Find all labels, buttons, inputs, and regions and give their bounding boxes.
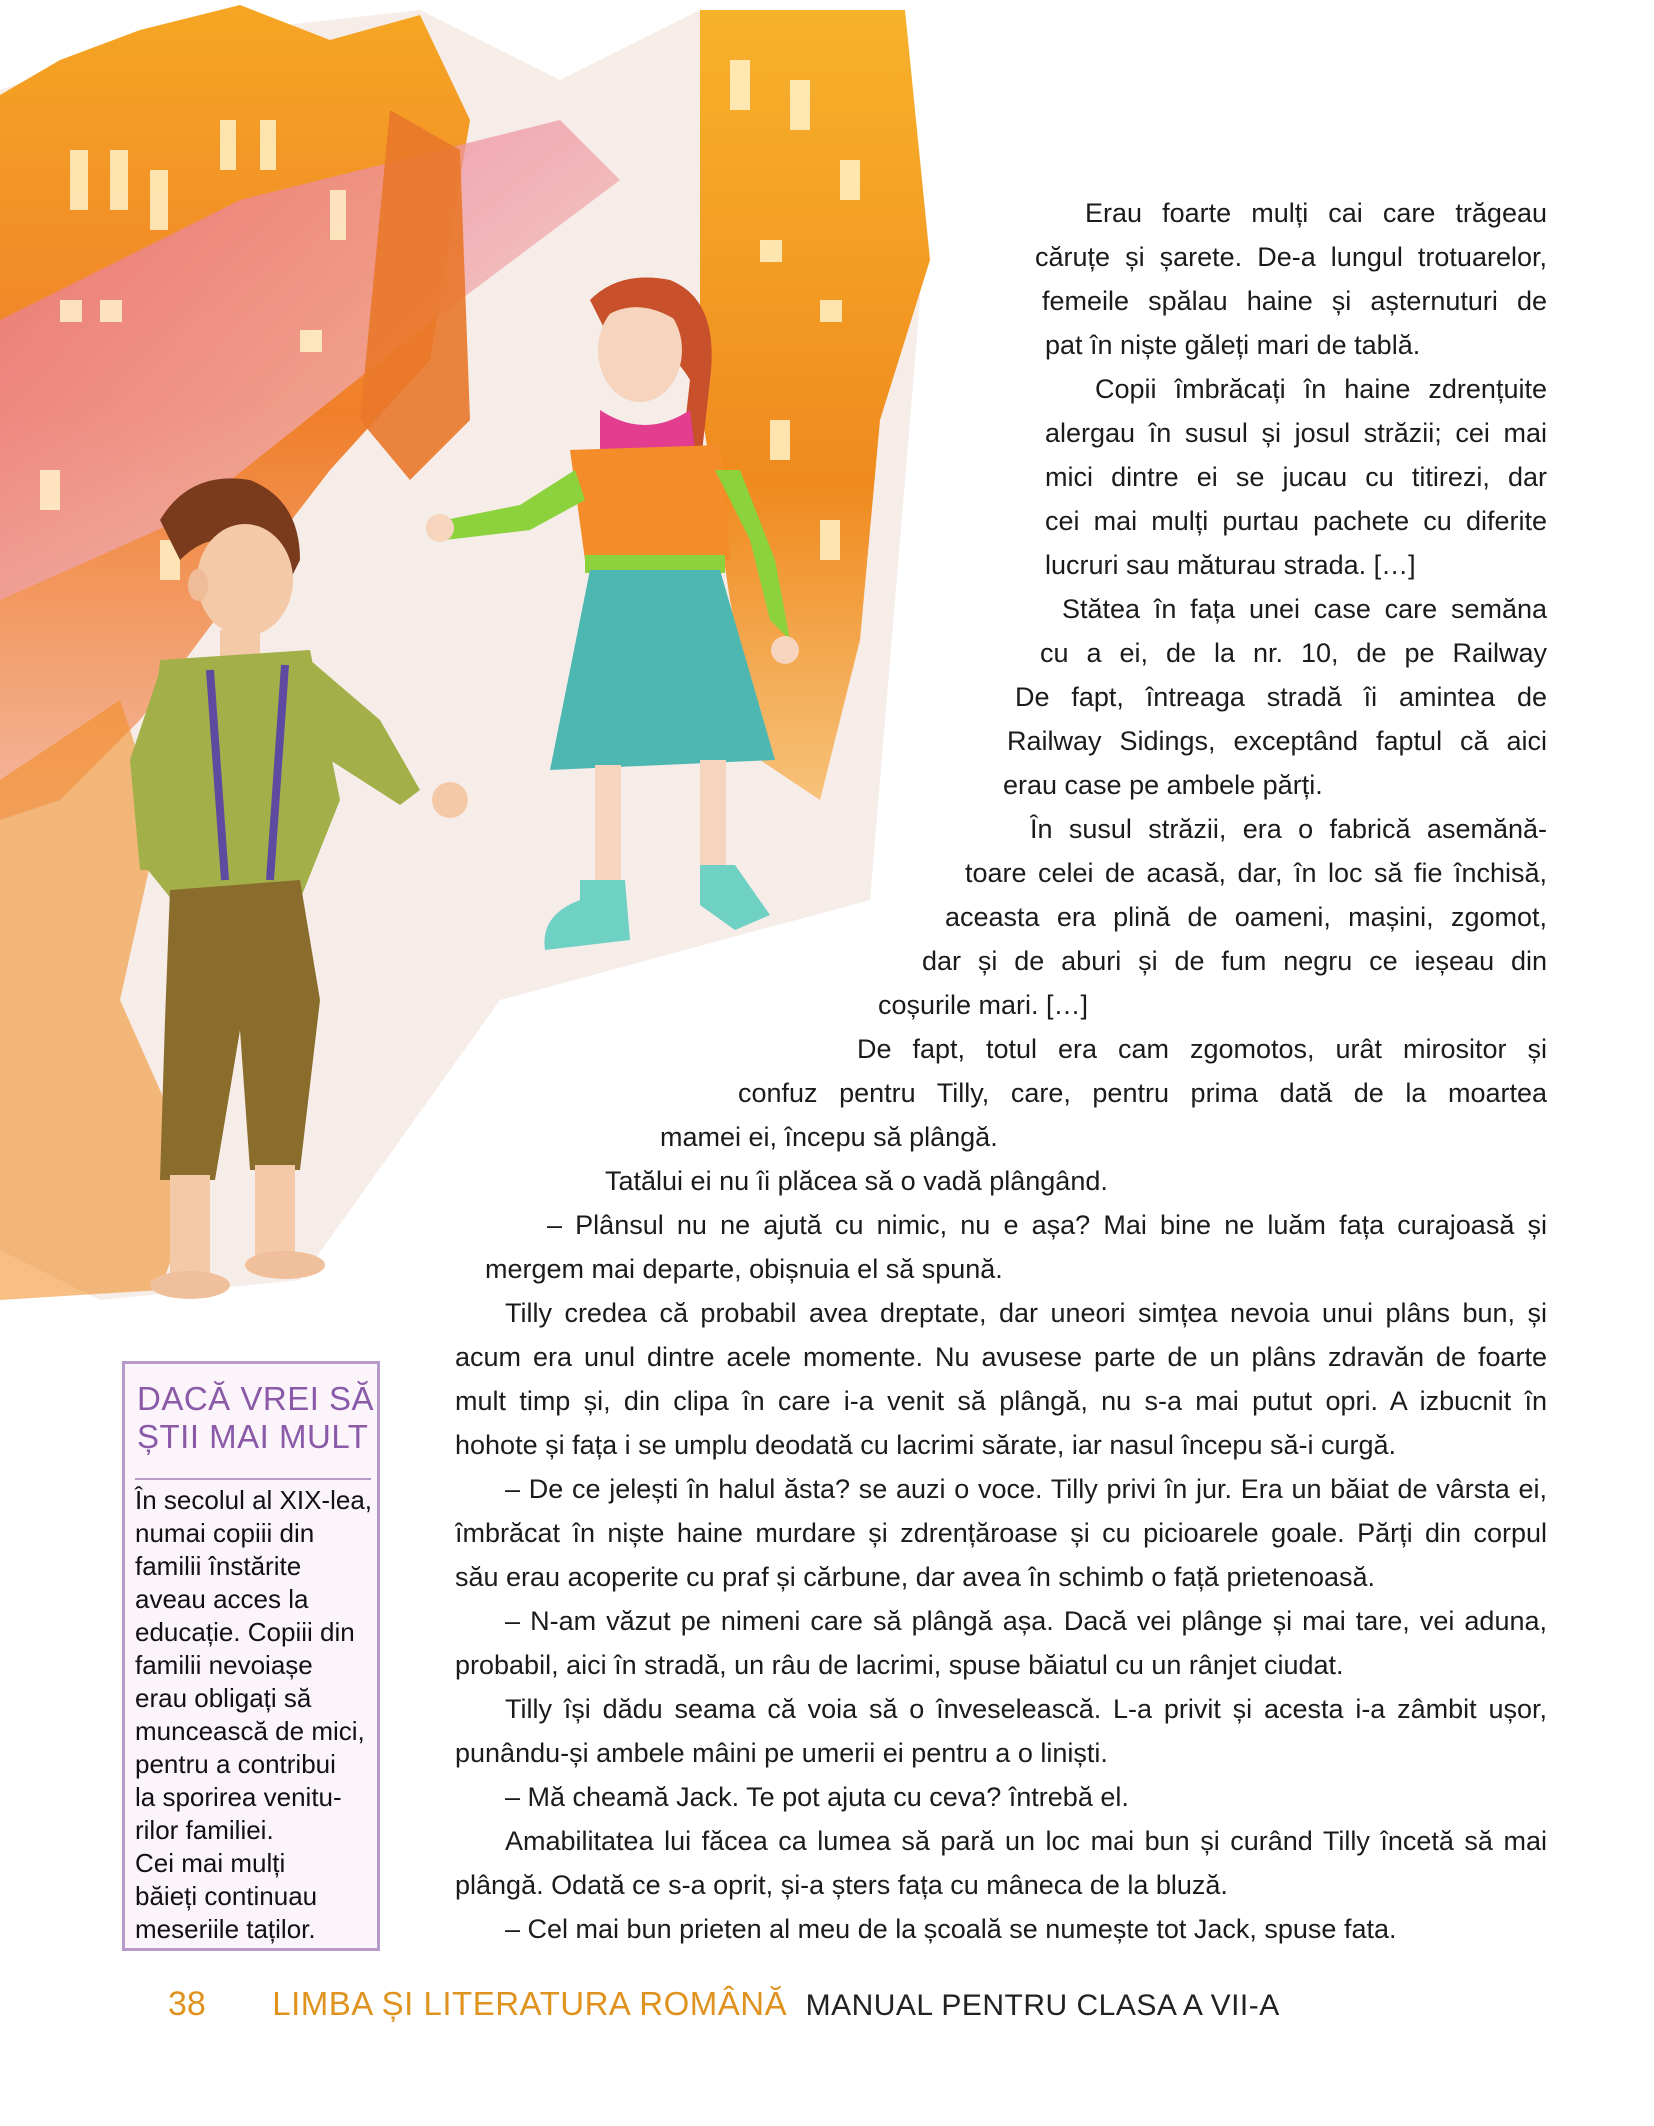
- infobox-title: [137, 1380, 377, 1456]
- page-footer: [168, 1985, 1280, 2025]
- story-line: toare celei de acasă, dar, în loc să fie închisă,: [965, 858, 1547, 888]
- story-line: dar și de aburi și de fum negru ce ieșeau din: [922, 946, 1547, 976]
- story-line: – De ce jelești în halul ăsta? se auzi o voce. Tilly privi în jur. Era un băiat de vârsta ei,: [505, 1474, 1547, 1504]
- story-line: mergem mai departe, obișnuia el să spună.: [485, 1254, 1003, 1284]
- story-line: mamei ei, începu să plângă.: [660, 1122, 998, 1152]
- infobox-title-line: ȘTII MAI MULT: [137, 1418, 369, 1455]
- story-line: Stătea în fața unei case care semăna: [1062, 594, 1547, 624]
- story-line: hohote și fața i se umplu deodată cu lacrimi sărate, iar nasul începu să-i curgă.: [455, 1430, 1397, 1460]
- story-line: căruțe și șarete. De-a lungul trotuarelor,: [1035, 242, 1547, 272]
- story-line: femeile spălau haine și așternuturi de: [1042, 286, 1547, 316]
- story-line: cei mai mulți purtau pachete cu diferite: [1045, 506, 1547, 536]
- story-line: plângă. Odată ce s-a oprit, și-a șters fața cu mâneca de la bluză.: [455, 1870, 1228, 1900]
- story-line: erau case pe ambele părți.: [1003, 770, 1323, 800]
- story-line: probabil, aici în stradă, un râu de lacrimi, spuse băiatul cu un rânjet ciudat.: [455, 1650, 1344, 1680]
- story-line: mult timp și, din clipa în care i-a venit să plângă, nu s-a mai putut opri. A izbucnit în: [455, 1386, 1547, 1416]
- story-line: De fapt, totul era cam zgomotos, urât mirositor și: [857, 1034, 1547, 1064]
- story-line: său erau acoperite cu praf și cărbune, dar avea în schimb o față prietenoasă.: [455, 1562, 1376, 1592]
- story-line: Copii îmbrăcați în haine zdrențuite: [1095, 374, 1547, 404]
- story-line: aceasta era plină de oameni, mașini, zgomot,: [945, 902, 1547, 932]
- story-line: Tilly își dădu seama că voia să o înveselească. L-a privit și acesta i-a zâmbit ușor,: [505, 1694, 1547, 1724]
- grade-title: MANUAL PENTRU CLASA A VII-A: [805, 1989, 1280, 2022]
- story-line: Tilly credea că probabil avea dreptate, dar uneori simțea nevoia unui plâns bun, și: [505, 1298, 1547, 1328]
- story-line: – Mă cheamă Jack. Te pot ajuta cu ceva? întrebă el.: [505, 1782, 1129, 1812]
- story-line: pat în niște găleți mari de tablă.: [1045, 330, 1421, 360]
- story-line: De fapt, întreaga stradă îi amintea de: [1015, 682, 1547, 712]
- story-line: coșurile mari. […]: [878, 990, 1089, 1020]
- did-you-know-box: [122, 1361, 380, 1951]
- story-line: confuz pentru Tilly, care, pentru prima dată de la moartea: [738, 1078, 1547, 1108]
- story-line: – Cel mai bun prieten al meu de la școală se numește tot Jack, spuse fata.: [505, 1914, 1397, 1944]
- story-line: În susul străzii, era o fabrică asemănă-: [1030, 814, 1547, 844]
- story-line: Tatălui ei nu îi plăcea să o vadă plângând.: [605, 1166, 1108, 1196]
- story-line: alergau în susul și josul străzii; cei mai: [1045, 418, 1547, 448]
- story-line: – N-am văzut pe nimeni care să plângă așa. Dacă vei plânge și mai tare, vei aduna,: [505, 1606, 1547, 1636]
- story-line: Railway Sidings, exceptând faptul că aici: [1007, 726, 1547, 756]
- story-line: acum era unul dintre acele momente. Nu avusese parte de un plâns zdravăn de foarte: [455, 1342, 1547, 1372]
- infobox-divider: [135, 1478, 371, 1480]
- infobox-title-line: DACĂ VREI SĂ: [137, 1380, 375, 1417]
- story-line: îmbrăcat în niște haine murdare și zdrențăroase și cu picioarele goale. Părți din corpul: [455, 1518, 1547, 1548]
- infobox-body: În secolul al XIX-lea, numai copiii din familii înstărite aveau acces la educație. Copiii din familii nevoiașe erau obligați să muncească de mici, pentru a contribui la sporirea venitu- rilor familiei. Cei mai mulți băieți continuau meseriile taților.: [135, 1485, 373, 1944]
- page-number: 38: [168, 1985, 206, 2023]
- story-line: cu a ei, de la nr. 10, de pe Railway: [1040, 638, 1547, 668]
- story-line: punându-și ambele mâini pe umerii ei pentru a o liniști.: [455, 1738, 1108, 1768]
- story-line: Erau foarte mulți cai care trăgeau: [1085, 198, 1547, 228]
- story-line: mici dintre ei se jucau cu titirezi, dar: [1045, 462, 1547, 492]
- story-line: Amabilitatea lui făcea ca lumea să pară un loc mai bun și curând Tilly încetă să mai: [505, 1826, 1547, 1856]
- story-line: lucruri sau măturau strada. […]: [1045, 550, 1416, 580]
- story-line: – Plânsul nu ne ajută cu nimic, nu e așa? Mai bine ne luăm fața curajoasă și: [547, 1210, 1547, 1240]
- subject-title: LIMBA ȘI LITERATURA ROMÂNĂ: [272, 1985, 788, 2022]
